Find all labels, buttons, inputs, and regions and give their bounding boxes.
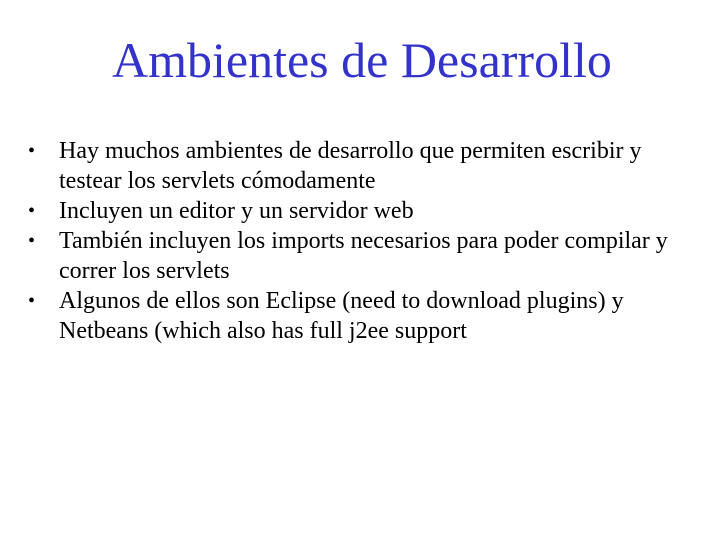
bullet-icon: • [28,140,36,162]
bullet-icon: • [28,290,36,312]
bullet-item [28,136,668,196]
slide-title: Ambientes de Desarrollo [112,32,612,88]
bullet-text: Hay muchos ambientes de desarrollo que permiten escribir y testear los servlets cómodamente [59,138,642,194]
bullet-icon: • [28,230,36,252]
bullet-item [28,196,668,226]
bullet-text: Incluyen un editor y un servidor web [59,198,414,224]
bullet-icon: • [28,200,36,222]
bullet-item [28,286,668,346]
bullet-text: Algunos de ellos son Eclipse (need to download plugins) y Netbeans (which also has full j2ee support [59,288,624,344]
bullet-text: También incluyen los imports necesarios para poder compilar y correr los servlets [59,228,668,284]
bullet-list [28,136,668,346]
bullet-item [28,226,668,286]
